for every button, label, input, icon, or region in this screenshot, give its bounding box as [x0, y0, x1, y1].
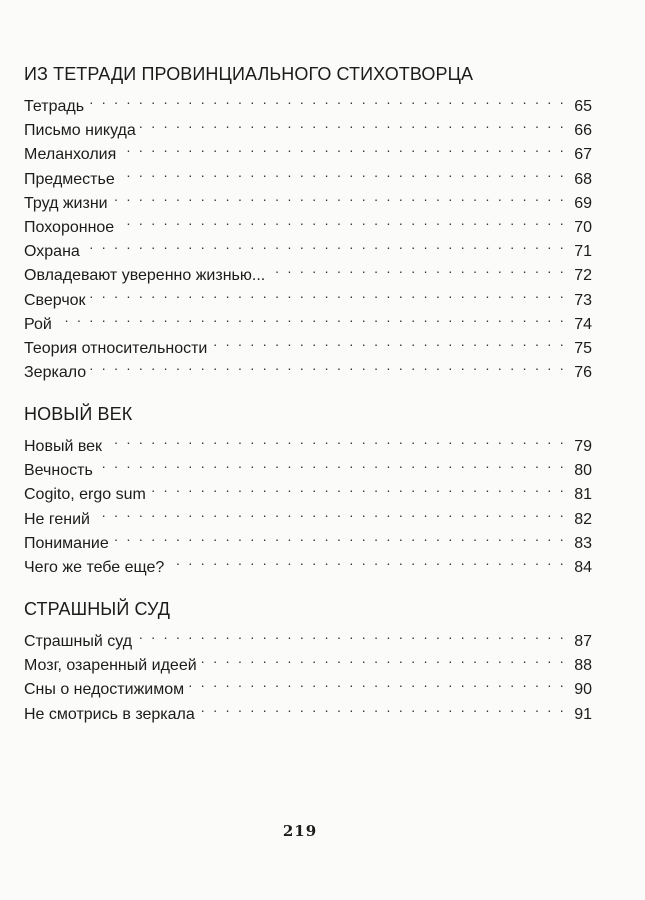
entry-page-number: 73	[574, 291, 592, 309]
entry-title: Труд жизни	[24, 194, 108, 212]
entry-title: Понимание	[24, 534, 109, 552]
dot-leader	[150, 475, 566, 499]
toc-entry	[24, 427, 592, 455]
dot-leader	[106, 427, 566, 451]
dot-leader	[113, 524, 566, 548]
entry-title: Cogito, ergo sum	[24, 486, 146, 504]
entry-page-number: 72	[574, 267, 592, 285]
dot-leader	[140, 111, 566, 135]
dot-leader	[112, 184, 566, 208]
dot-leader	[201, 646, 566, 670]
entry-page-number: 65	[574, 98, 592, 115]
entry-page-number: 91	[574, 705, 592, 723]
toc-entry	[24, 256, 592, 285]
entry-title: Зеркало	[24, 364, 87, 382]
entry-title: Вечность	[24, 462, 93, 480]
dot-leader	[97, 451, 566, 475]
entry-title: Охрана	[24, 243, 80, 261]
entry-title: Сны о недостижимом	[24, 681, 185, 699]
toc-entry	[24, 87, 592, 115]
toc-entry	[24, 524, 592, 552]
toc-entry	[24, 353, 592, 382]
section-title: ИЗ ТЕТРАДИ ПРОВИНЦИАЛЬНОГО СТИХОТВОРЦА	[24, 64, 474, 84]
entry-page-number: 90	[574, 681, 592, 699]
entry-page-number: 87	[574, 633, 592, 650]
entry-title: Новый век	[24, 438, 103, 455]
toc-entry	[24, 111, 592, 140]
entry-page-number: 83	[574, 534, 592, 552]
dot-leader	[88, 87, 566, 111]
toc-entry	[24, 451, 592, 480]
entry-title: Чего же тебе еще?	[24, 558, 165, 576]
toc-section-last-judgment	[24, 597, 592, 723]
toc-entry	[24, 622, 592, 650]
entry-page-number: 76	[574, 364, 592, 382]
entry-page-number: 82	[574, 510, 592, 528]
entry-title: Мозг, озаренный идеей	[24, 657, 197, 675]
toc-entry	[24, 232, 592, 261]
entry-title: Овладевают уверенно жизнью...	[24, 267, 266, 285]
entry-page-number: 66	[574, 122, 592, 140]
dot-leader	[56, 305, 566, 329]
dot-leader	[168, 548, 566, 572]
dot-leader	[119, 160, 566, 184]
entry-page-number: 88	[574, 657, 592, 675]
entry-page-number: 71	[574, 243, 592, 261]
entry-page-number: 80	[574, 462, 592, 480]
entry-title: Теория относительности	[24, 339, 208, 357]
toc-entries	[24, 427, 592, 576]
dot-leader	[199, 695, 566, 719]
dot-leader	[188, 670, 566, 694]
entry-title: Письмо никуда	[24, 122, 136, 140]
dot-leader	[118, 208, 566, 232]
entry-page-number: 68	[574, 170, 592, 188]
entry-page-number: 79	[574, 438, 592, 455]
entry-title: Страшный суд	[24, 633, 133, 650]
entry-page-number: 74	[574, 315, 592, 333]
section-title: СТРАШНЫЙ СУД	[24, 599, 170, 619]
toc-entry	[24, 281, 592, 309]
toc-entries	[24, 87, 592, 382]
toc-entry	[24, 329, 592, 357]
entry-title: Не смотрись в зеркала	[24, 705, 195, 723]
entry-title: Сверчок	[24, 291, 86, 309]
toc-section-new-century	[24, 402, 592, 576]
dot-leader	[90, 281, 566, 305]
dot-leader	[211, 329, 566, 353]
toc-entry	[24, 475, 592, 504]
toc-entries	[24, 622, 592, 723]
dot-leader	[120, 135, 566, 159]
toc-entry	[24, 500, 592, 528]
dot-leader	[136, 622, 566, 646]
entry-title: Рой	[24, 315, 52, 333]
toc-entry	[24, 305, 592, 333]
entry-title: Похоронное	[24, 218, 115, 236]
entry-page-number: 81	[574, 486, 592, 504]
entry-page-number: 69	[574, 194, 592, 212]
entry-page-number: 84	[574, 558, 592, 576]
toc-section-provincial-poet	[24, 62, 592, 382]
dot-leader	[84, 232, 566, 256]
entry-page-number: 67	[574, 146, 592, 164]
entry-title: Не гений	[24, 510, 90, 528]
dot-leader	[94, 500, 566, 524]
entry-title: Меланхолия	[24, 146, 117, 164]
section-title: НОВЫЙ ВЕК	[24, 404, 133, 424]
entry-title: Предместье	[24, 170, 115, 188]
entry-page-number: 70	[574, 218, 592, 236]
entry-title: Тетрадь	[24, 98, 85, 115]
dot-leader	[269, 256, 566, 280]
page-number: 219	[282, 822, 318, 840]
dot-leader	[90, 353, 566, 377]
entry-page-number: 75	[574, 339, 592, 357]
